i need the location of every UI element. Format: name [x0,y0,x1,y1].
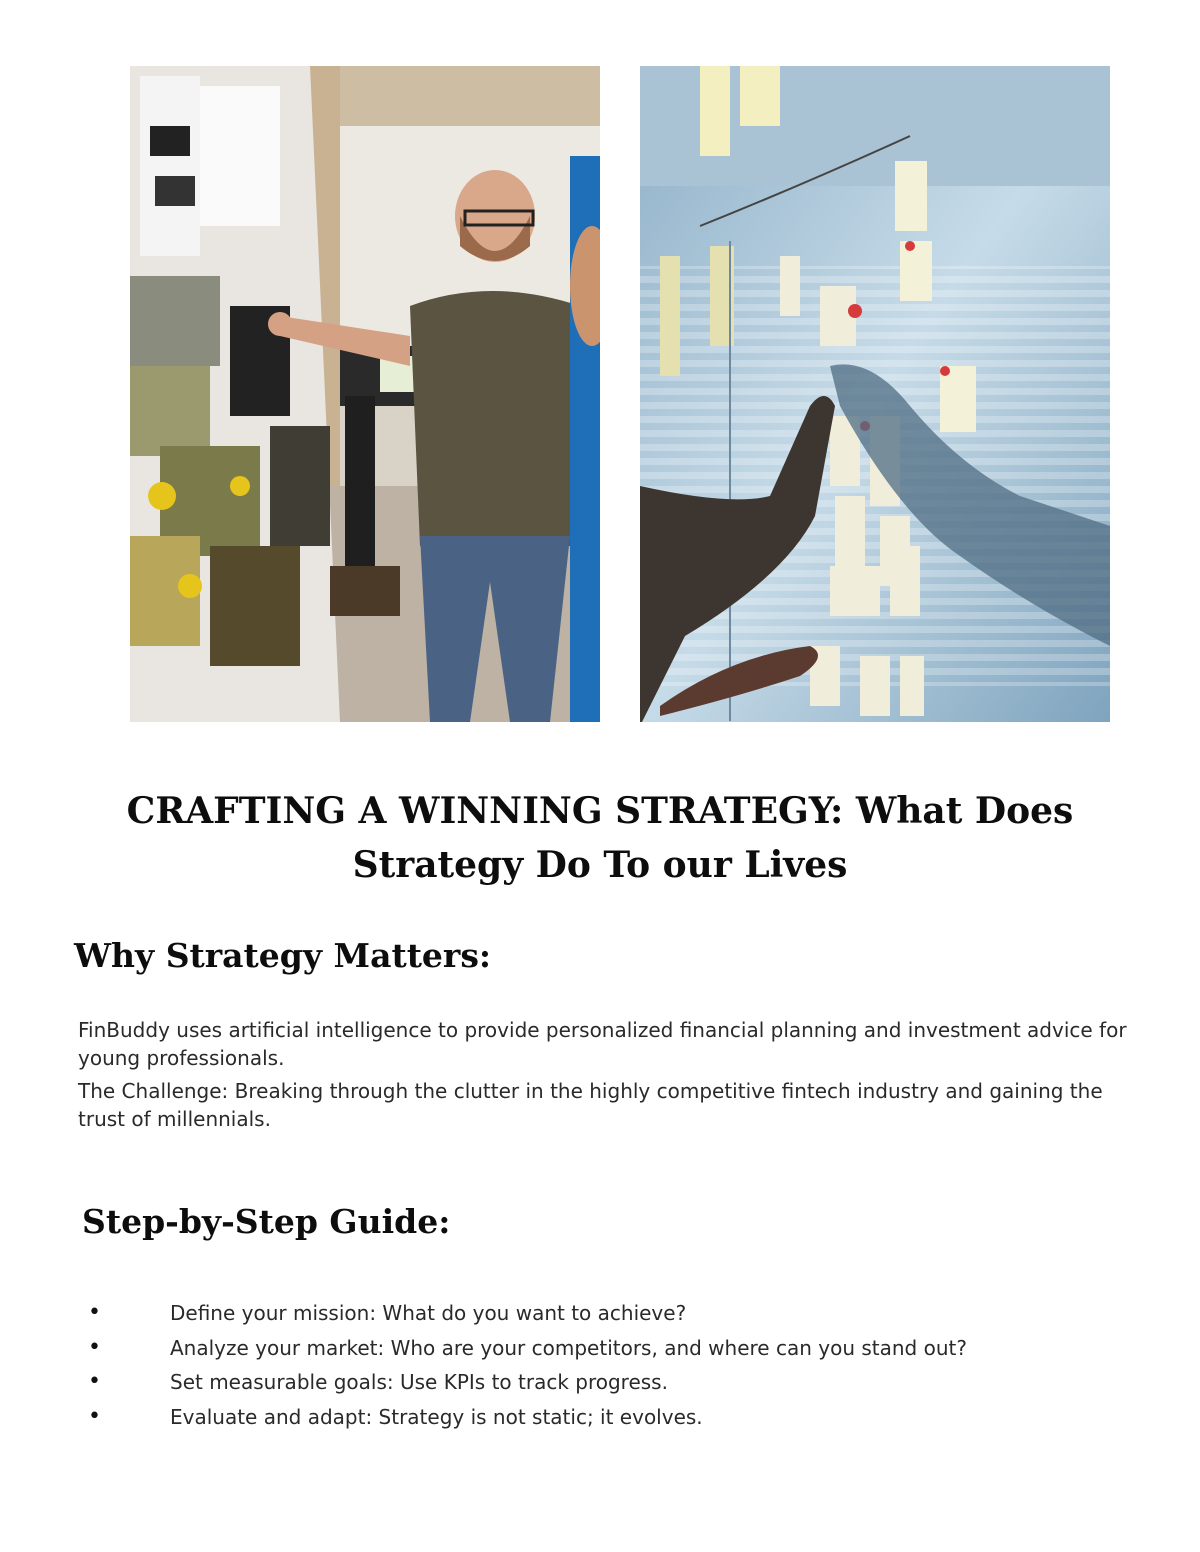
step-text: Analyze your market: Who are your competitors, and where can you stand out? [170,1335,967,1360]
sticky-notes-illustration [640,66,1110,722]
page-title-line-1: CRAFTING A WINNING STRATEGY: What Does [126,790,1074,832]
list-item [84,1367,1144,1402]
challenge-paragraph: The Challenge: Breaking through the clutter in the highly competitive fintech industry and gaining the trust of millennials. [78,1079,1103,1131]
step-text: Set measurable goals: Use KPIs to track progress. [170,1370,668,1394]
photo-moodboard [130,66,600,722]
bullet-icon: • [88,1369,101,1394]
list-item [84,1402,1144,1437]
page-title [100,784,1100,892]
bullet-icon: • [88,1403,101,1429]
step-by-step-heading: Step-by-Step Guide: [82,1202,451,1241]
finbuddy-intro-paragraph: FinBuddy uses artificial intelligence to provide personalized financial planning and investment advice for young professionals. [78,1018,1127,1070]
list-item [84,1333,1144,1368]
list-item [84,1298,1144,1333]
steps-list [84,1298,1144,1436]
step-text: Evaluate and adapt: Strategy is not static; it evolves. [170,1404,703,1429]
why-strategy-heading: Why Strategy Matters: [74,936,492,975]
bullet-icon: • [88,1300,101,1325]
moodboard-illustration [130,66,600,722]
step-text: Define your mission: What do you want to achieve? [170,1301,687,1325]
page-title-line-2: Strategy Do To our Lives [352,844,848,886]
bullet-icon: • [88,1334,101,1360]
photo-sticky-notes [640,66,1110,722]
